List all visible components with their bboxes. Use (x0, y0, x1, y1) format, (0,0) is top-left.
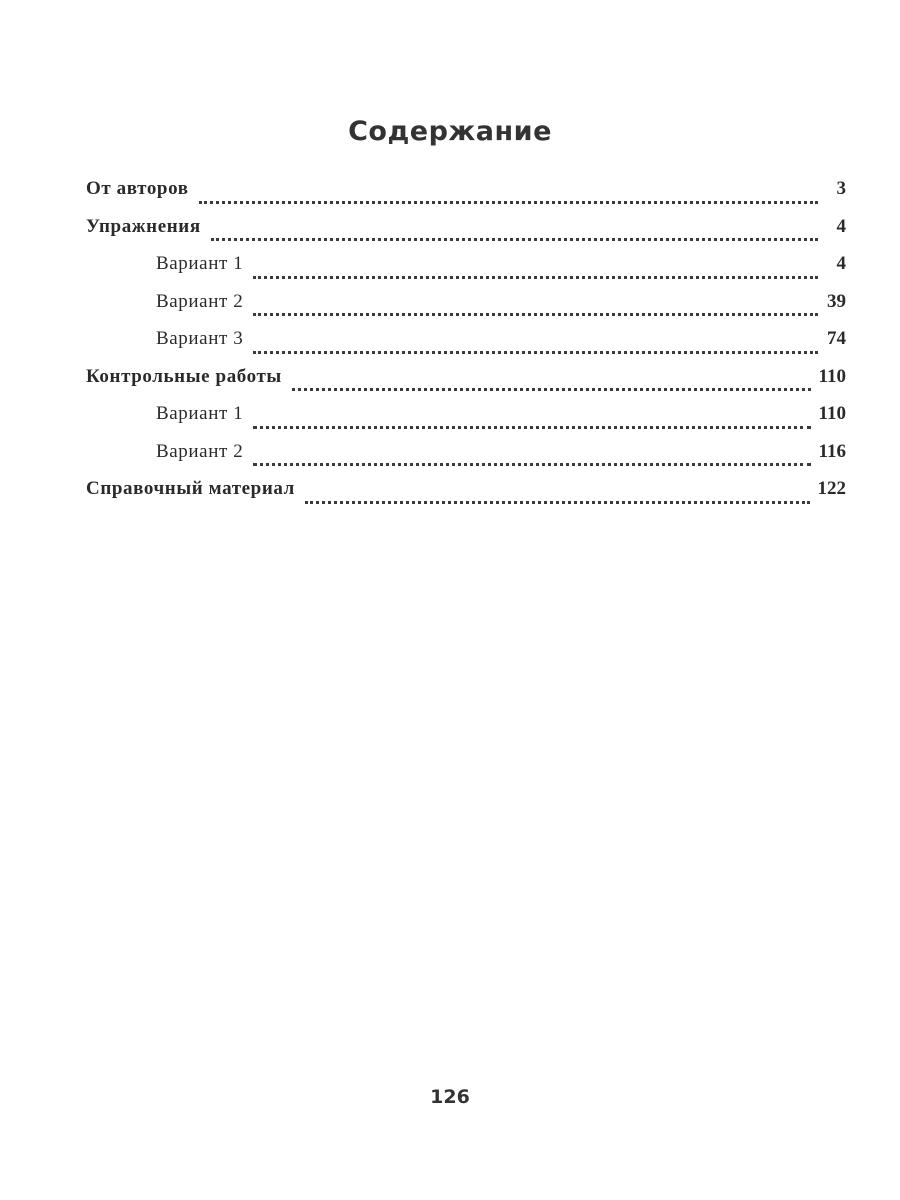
toc-entry-label: Вариант 2 (156, 440, 244, 462)
toc-entry-label: Упражнения (86, 215, 201, 237)
toc-entry-page: 122 (817, 478, 846, 499)
dot-leader (253, 274, 818, 279)
table-of-contents (86, 178, 846, 516)
toc-entry-page: 116 (818, 440, 846, 462)
toc-entry-exercises-variant-3[interactable] (86, 328, 846, 366)
toc-entry-page: 74 (827, 328, 846, 349)
dot-leader (292, 386, 811, 391)
toc-entry-label: Контрольные работы (86, 365, 282, 387)
toc-entry-page: 110 (818, 403, 846, 424)
toc-entry-label: Вариант 1 (156, 403, 244, 424)
toc-entry-label: От авторов (86, 178, 189, 199)
dot-leader (253, 461, 810, 466)
dot-leader (253, 424, 810, 429)
toc-entry-label: Вариант 1 (156, 253, 244, 274)
toc-entry-exercises[interactable] (86, 216, 846, 254)
toc-entry-label: Вариант 3 (156, 328, 244, 349)
toc-entry-exercises-variant-2[interactable] (86, 291, 846, 329)
dot-leader (305, 499, 810, 504)
dot-leader (253, 311, 818, 316)
toc-entry-page: 4 (836, 253, 846, 274)
toc-entry-label: Справочный материал (86, 478, 295, 499)
toc-entry-page: 39 (827, 290, 846, 312)
toc-entry-label: Вариант 2 (156, 290, 244, 312)
toc-entry-tests[interactable] (86, 366, 846, 404)
toc-entry-from-authors[interactable] (86, 178, 846, 216)
dot-leader (211, 236, 818, 241)
toc-entry-tests-variant-1[interactable] (86, 403, 846, 441)
toc-entry-exercises-variant-1[interactable] (86, 253, 846, 291)
dot-leader (253, 349, 818, 354)
toc-entry-page: 4 (836, 215, 846, 237)
dot-leader (199, 199, 818, 204)
page-title: Содержание (348, 116, 552, 148)
toc-entry-page: 3 (836, 178, 846, 199)
page-number: 126 (430, 1086, 470, 1108)
toc-entry-page: 110 (818, 365, 846, 387)
toc-entry-reference-material[interactable] (86, 478, 846, 516)
toc-entry-tests-variant-2[interactable] (86, 441, 846, 479)
